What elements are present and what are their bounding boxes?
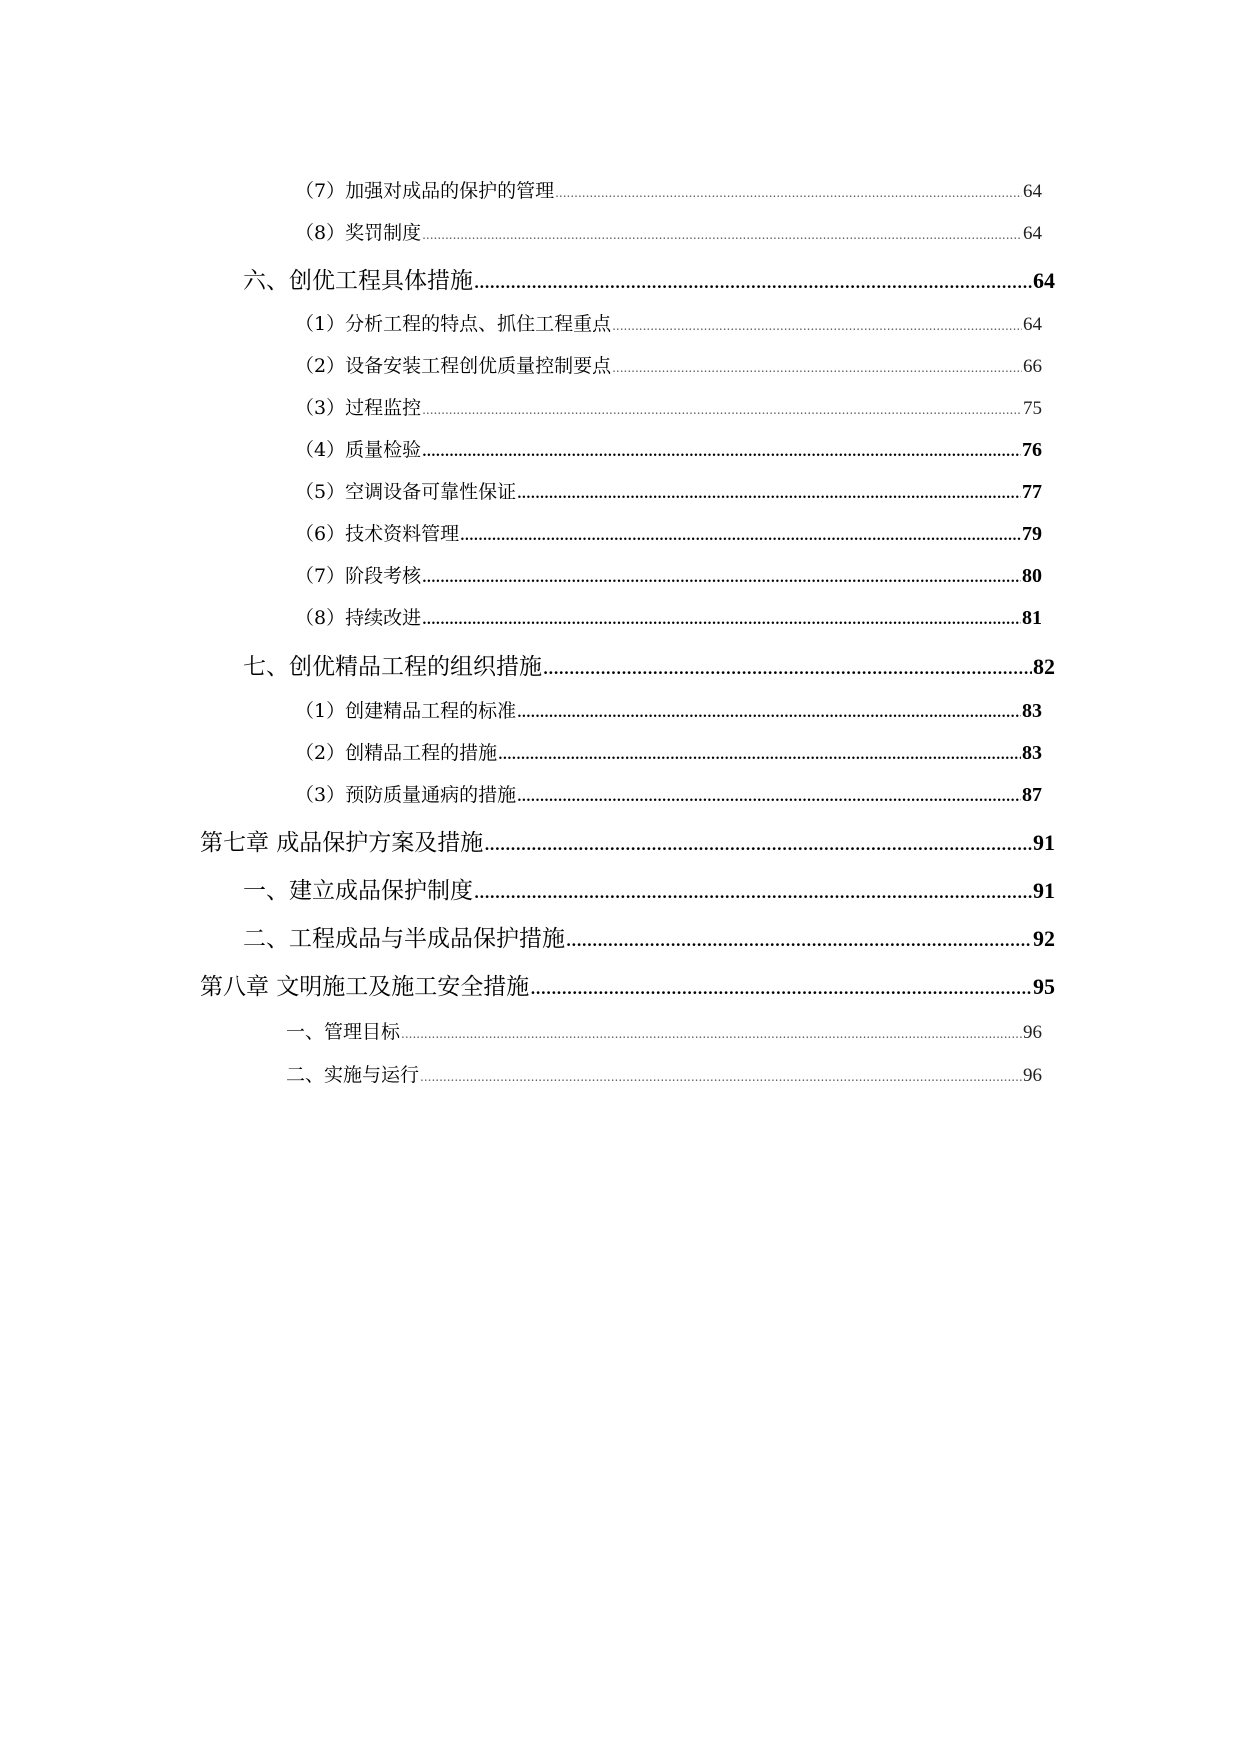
toc-entry[interactable] xyxy=(295,696,1042,723)
toc-entry-page: 95 xyxy=(1033,974,1055,999)
toc-entry-page: 66 xyxy=(1023,356,1042,377)
dot-leader xyxy=(460,529,1021,544)
toc-entry-title: （6）技术资料管理 xyxy=(295,523,460,545)
dot-leader xyxy=(422,571,1021,586)
toc-entry-title: （7）加强对成品的保护的管理 xyxy=(295,180,555,202)
toc-entry-page: 91 xyxy=(1033,878,1055,903)
dot-leader xyxy=(401,1027,1022,1041)
toc-entry-page: 77 xyxy=(1022,481,1042,503)
toc-entry-page: 96 xyxy=(1023,1022,1042,1043)
toc-entry[interactable] xyxy=(295,309,1042,336)
dot-leader xyxy=(422,445,1021,460)
toc-entry-page: 92 xyxy=(1033,926,1055,951)
toc-entry-title: （4）质量检验 xyxy=(295,439,422,461)
toc-entry-page: 64 xyxy=(1023,314,1042,335)
toc-entry[interactable] xyxy=(295,780,1042,807)
toc-entry[interactable] xyxy=(286,1017,1042,1044)
toc-entry-page: 64 xyxy=(1023,181,1042,202)
dot-leader xyxy=(422,403,1022,417)
toc-entry[interactable] xyxy=(286,1060,1042,1087)
toc-entry-title: 一、建立成品保护制度 xyxy=(243,878,473,904)
dot-leader xyxy=(474,884,1032,902)
dot-leader xyxy=(530,980,1032,998)
toc-entry-page: 75 xyxy=(1023,398,1042,419)
dot-leader xyxy=(517,487,1021,502)
dot-leader xyxy=(543,660,1032,678)
dot-leader xyxy=(422,613,1021,628)
toc-chapter-entry[interactable] xyxy=(200,824,1055,857)
toc-entry-title: （1）创建精品工程的标准 xyxy=(295,700,517,722)
toc-entry-page: 79 xyxy=(1022,523,1042,545)
dot-leader xyxy=(422,228,1022,242)
toc-entry-title: （3）预防质量通病的措施 xyxy=(295,784,517,806)
toc-entry-title: （7）阶段考核 xyxy=(295,565,422,587)
toc-entry-page: 64 xyxy=(1023,223,1042,244)
toc-section-entry[interactable] xyxy=(243,262,1055,295)
toc-entry-page: 64 xyxy=(1033,268,1055,293)
toc-entry-page: 96 xyxy=(1023,1065,1042,1086)
dot-leader xyxy=(420,1070,1022,1084)
toc-entry-title: 二、工程成品与半成品保护措施 xyxy=(243,926,565,952)
toc-entry-title: 一、管理目标 xyxy=(286,1021,401,1043)
toc-entry-page: 82 xyxy=(1033,654,1055,679)
toc-entry[interactable] xyxy=(295,176,1042,203)
dot-leader xyxy=(612,361,1022,375)
toc-entry-page: 87 xyxy=(1022,784,1042,806)
toc-entry-page: 81 xyxy=(1022,607,1042,629)
toc-entry[interactable] xyxy=(295,477,1042,504)
toc-entry-title: 第八章 文明施工及施工安全措施 xyxy=(200,974,530,1000)
toc-entry[interactable] xyxy=(295,393,1042,420)
toc-entry[interactable] xyxy=(295,561,1042,588)
toc-entry[interactable] xyxy=(295,738,1042,765)
toc-section-entry[interactable] xyxy=(243,648,1055,681)
toc-entry-page: 80 xyxy=(1022,565,1042,587)
toc-entry[interactable] xyxy=(295,351,1042,378)
toc-entry[interactable] xyxy=(295,603,1042,630)
toc-entry-title: （2）创精品工程的措施 xyxy=(295,742,498,764)
toc-section-entry[interactable] xyxy=(243,920,1055,953)
toc-entry-title: 二、实施与运行 xyxy=(286,1064,420,1086)
dot-leader xyxy=(555,186,1022,200)
toc-chapter-entry[interactable] xyxy=(200,968,1055,1001)
toc-entry-page: 83 xyxy=(1022,742,1042,764)
dot-leader xyxy=(484,836,1032,854)
toc-entry[interactable] xyxy=(295,218,1042,245)
dot-leader xyxy=(517,790,1021,805)
dot-leader xyxy=(474,274,1032,292)
dot-leader xyxy=(517,706,1021,721)
dot-leader xyxy=(612,319,1022,333)
toc-entry[interactable] xyxy=(295,519,1042,546)
toc-entry-title: （5）空调设备可靠性保证 xyxy=(295,481,517,503)
toc-entry[interactable] xyxy=(295,435,1042,462)
toc-entry-title: （2）设备安装工程创优质量控制要点 xyxy=(295,355,612,377)
toc-entry-title: （1）分析工程的特点、抓住工程重点 xyxy=(295,313,612,335)
toc-entry-page: 83 xyxy=(1022,700,1042,722)
dot-leader xyxy=(566,932,1032,950)
toc-entry-page: 91 xyxy=(1033,830,1055,855)
toc-entry-title: 第七章 成品保护方案及措施 xyxy=(200,830,484,856)
toc-entry-title: （3）过程监控 xyxy=(295,397,422,419)
toc-section-entry[interactable] xyxy=(243,872,1055,905)
toc-entry-title: （8）奖罚制度 xyxy=(295,222,422,244)
toc-entry-title: 七、创优精品工程的组织措施 xyxy=(243,654,542,680)
dot-leader xyxy=(498,748,1021,763)
toc-entry-page: 76 xyxy=(1022,439,1042,461)
toc-entry-title: 六、创优工程具体措施 xyxy=(243,268,473,294)
toc-entry-title: （8）持续改进 xyxy=(295,607,422,629)
